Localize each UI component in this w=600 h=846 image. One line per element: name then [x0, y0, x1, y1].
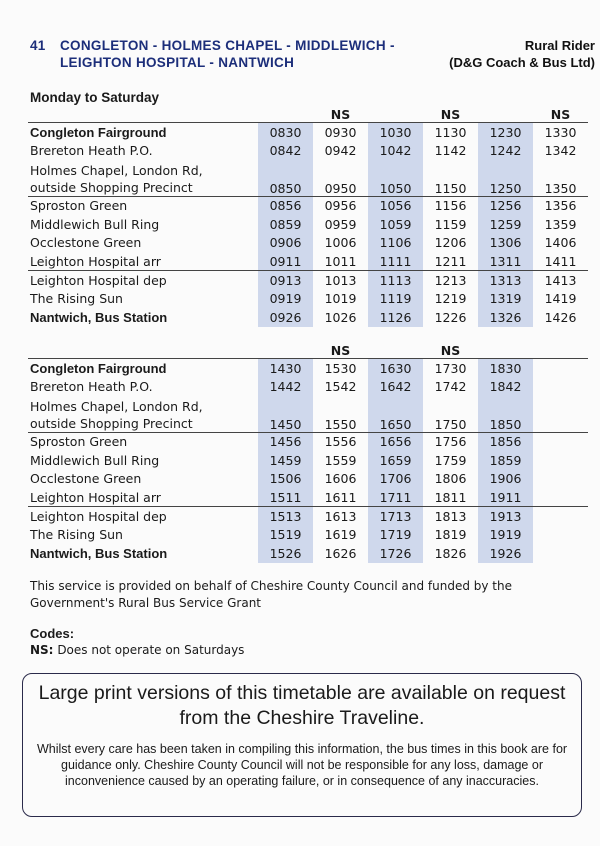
journey-code — [478, 106, 533, 123]
stop-name: Congleton Fairground — [28, 359, 258, 378]
departure-time: 1311 — [478, 252, 533, 271]
stop-name-line2: outside Shopping Precinct — [30, 179, 193, 195]
departure-time: 1259 — [478, 215, 533, 233]
journey-code — [368, 106, 423, 123]
departure-time: 0850 — [258, 160, 313, 197]
departure-time — [533, 359, 588, 378]
timetable-row — [28, 160, 588, 197]
departure-time: 1113 — [368, 271, 423, 290]
departure-time: 1413 — [533, 271, 588, 290]
departure-time: 1119 — [368, 290, 423, 308]
codes-row-spacer — [28, 106, 258, 123]
departure-time: 1926 — [478, 544, 533, 562]
departure-time: 1559 — [324, 452, 357, 468]
stop-name: Nantwich, Bus Station — [30, 309, 168, 325]
departure-time: 1111 — [368, 252, 423, 271]
stop-name: The Rising Sun — [30, 291, 123, 307]
stop-name: Leighton Hospital dep — [28, 507, 258, 526]
departure-time: 1806 — [434, 471, 467, 487]
stop-name — [28, 160, 258, 197]
departure-time: 1813 — [423, 507, 478, 526]
stop-name: Occlestone Green — [30, 471, 142, 487]
departure-time: 1519 — [258, 526, 313, 544]
departure-time: 1613 — [313, 507, 368, 526]
code-ns-row — [30, 642, 244, 658]
journey-code: NS — [550, 106, 571, 122]
departure-time: 0906 — [258, 234, 313, 252]
departure-time — [533, 470, 588, 488]
journey-code: NS — [330, 106, 351, 122]
departure-time: 1842 — [478, 377, 533, 395]
departure-time — [533, 377, 588, 395]
timetable-morning — [28, 106, 588, 327]
stop-name: Middlewich Bull Ring — [30, 216, 160, 232]
departure-time: 1011 — [324, 253, 357, 269]
departure-time: 1430 — [258, 359, 313, 378]
departure-time: 1226 — [434, 309, 467, 325]
departure-time: 1356 — [533, 196, 588, 215]
departure-time: 1811 — [434, 489, 467, 505]
journey-code: NS — [440, 106, 461, 122]
timetable-header — [30, 37, 595, 71]
stop-name: Occlestone Green — [30, 235, 142, 251]
codes-heading: Codes: — [30, 626, 75, 641]
departure-time: 1442 — [258, 377, 313, 395]
timetable-row — [28, 396, 588, 433]
journey-code — [258, 342, 313, 359]
departure-time: 1426 — [544, 309, 577, 325]
timetable-row — [28, 271, 588, 290]
departure-time: 1650 — [368, 396, 423, 433]
departure-time: 1156 — [423, 196, 478, 215]
stop-name: Leighton Hospital dep — [28, 271, 258, 290]
departure-time: 1213 — [423, 271, 478, 290]
departure-time: 1013 — [313, 271, 368, 290]
departure-time: 1856 — [478, 432, 533, 451]
funding-note: This service is provided on behalf of Cheshire County Council and funded by the Government's Rural Bus Service Grant — [30, 579, 512, 610]
departure-time: 1419 — [544, 291, 577, 307]
timetable-row — [28, 432, 588, 451]
departure-time: 1706 — [368, 470, 423, 488]
stop-name: Leighton Hospital arr — [30, 253, 161, 269]
departure-time: 1850 — [478, 396, 533, 433]
departure-time: 1656 — [368, 432, 423, 451]
departure-time: 0959 — [324, 216, 357, 232]
departure-time — [533, 488, 588, 507]
departure-time: 1130 — [423, 123, 478, 142]
departure-time: 1313 — [478, 271, 533, 290]
departure-time: 1411 — [544, 253, 577, 269]
journey-code — [478, 342, 533, 359]
departure-time: 1919 — [478, 526, 533, 544]
departure-time: 1456 — [258, 432, 313, 451]
journey-code — [258, 106, 313, 123]
departure-time: 1126 — [368, 308, 423, 326]
departure-time: 0956 — [313, 196, 368, 215]
departure-time: 0913 — [258, 271, 313, 290]
departure-time: 1056 — [368, 196, 423, 215]
departure-time: 1756 — [423, 432, 478, 451]
route-number: 41 — [30, 38, 46, 53]
departure-time: 0926 — [258, 308, 313, 326]
departure-time: 1759 — [434, 452, 467, 468]
departure-time: 1406 — [544, 235, 577, 251]
departure-time: 0856 — [258, 196, 313, 215]
stop-name: Middlewich Bull Ring — [30, 452, 160, 468]
stop-name: Sproston Green — [28, 432, 258, 451]
departure-time: 1730 — [423, 359, 478, 378]
departure-time — [533, 526, 588, 544]
departure-time: 1711 — [368, 488, 423, 507]
timetable-row — [28, 215, 588, 233]
stop-name: Nantwich, Bus Station — [30, 545, 168, 561]
departure-time: 1726 — [368, 544, 423, 562]
departure-time: 1619 — [324, 527, 357, 543]
departure-time — [533, 544, 588, 562]
departure-time: 1513 — [258, 507, 313, 526]
timetable-afternoon — [28, 342, 588, 563]
departure-time: 1630 — [368, 359, 423, 378]
departure-time: 1506 — [258, 470, 313, 488]
departure-time: 1819 — [434, 527, 467, 543]
departure-time: 1359 — [544, 216, 577, 232]
stop-name — [28, 396, 258, 433]
departure-time: 1306 — [478, 234, 533, 252]
journey-code: NS — [440, 342, 461, 358]
stop-name-line1: Holmes Chapel, London Rd, — [30, 162, 203, 178]
departure-time: 0919 — [258, 290, 313, 308]
departure-time: 0950 — [324, 180, 357, 196]
codes-row — [28, 342, 588, 359]
operator-name — [449, 37, 595, 71]
departure-time: 1719 — [368, 526, 423, 544]
departure-time: 1556 — [313, 432, 368, 451]
journey-code: NS — [330, 342, 351, 358]
departure-time: 1211 — [434, 253, 467, 269]
departure-time: 1050 — [368, 160, 423, 197]
operator-brand: Rural Rider — [524, 38, 595, 53]
code-ns-key: NS: — [30, 643, 54, 657]
departure-time: 0930 — [313, 123, 368, 142]
departure-time: 1326 — [478, 308, 533, 326]
departure-time: 1319 — [478, 290, 533, 308]
departure-time: 1059 — [368, 215, 423, 233]
departure-time: 1450 — [258, 396, 313, 433]
departure-time: 1526 — [258, 544, 313, 562]
timetable-row — [28, 141, 588, 159]
codes-row — [28, 106, 588, 123]
timetable-row — [28, 359, 588, 378]
route-title-text: CONGLETON - HOLMES CHAPEL - MIDDLEWICH - — [60, 38, 395, 53]
departure-time: 1742 — [434, 379, 467, 395]
departure-time: 0911 — [258, 252, 313, 271]
departure-time: 1913 — [478, 507, 533, 526]
departure-time — [533, 396, 588, 433]
timetable-row — [28, 290, 588, 308]
departure-time: 1230 — [478, 123, 533, 142]
departure-time: 1511 — [258, 488, 313, 507]
departure-time: 1206 — [434, 235, 467, 251]
departure-time — [533, 507, 588, 526]
codes-legend — [30, 626, 244, 658]
timetable-row — [28, 526, 588, 544]
code-ns-text: Does not operate on Saturdays — [57, 643, 245, 657]
departure-time: 1350 — [544, 180, 577, 196]
journey-code — [533, 342, 588, 359]
stop-name: Congleton Fairground — [28, 123, 258, 142]
departure-time: 1330 — [533, 123, 588, 142]
timetable-row — [28, 451, 588, 469]
departure-time: 1550 — [324, 416, 357, 432]
disclaimer: Whilst every care has been taken in compiling this information, the bus times in this book are for guidance only. Cheshire County Council will not be responsible for any loss, damage or inconvenience caused by an operating failure, or in consequence of any inaccuracies. — [36, 742, 568, 788]
departure-time: 1530 — [313, 359, 368, 378]
route-title-line2: LEIGHTON HOSPITAL - NANTWICH — [60, 55, 295, 70]
departure-time: 1642 — [368, 377, 423, 395]
timetable-row — [28, 377, 588, 395]
departure-time: 1042 — [368, 141, 423, 159]
departure-time: 1142 — [434, 143, 467, 159]
timetable-row — [28, 507, 588, 526]
stop-name: Leighton Hospital arr — [30, 489, 161, 505]
large-print-notice: Large print versions of this timetable are available on request from the Cheshire Traveline. — [38, 682, 566, 729]
departure-time: 1606 — [324, 471, 357, 487]
departure-time: 1150 — [434, 180, 467, 196]
departure-time: 1859 — [478, 451, 533, 469]
departure-time — [533, 432, 588, 451]
departure-time: 1830 — [478, 359, 533, 378]
departure-time: 1006 — [324, 235, 357, 251]
departure-time: 1106 — [368, 234, 423, 252]
timetable-row — [28, 544, 588, 562]
stop-name: The Rising Sun — [30, 527, 123, 543]
timetable-row — [28, 470, 588, 488]
departure-time: 1342 — [544, 143, 577, 159]
departure-time: 1030 — [368, 123, 423, 142]
timetable-row — [28, 308, 588, 326]
departure-time: 0942 — [324, 143, 357, 159]
operator-company: (D&G Coach & Bus Ltd) — [449, 55, 595, 70]
departure-time: 1250 — [478, 160, 533, 197]
departure-time: 1219 — [434, 291, 467, 307]
notice-box — [22, 673, 582, 817]
timetable-row — [28, 123, 588, 142]
days-of-operation: Monday to Saturday — [30, 90, 160, 105]
departure-time: 0842 — [258, 141, 313, 159]
codes-row-spacer — [28, 342, 258, 359]
timetable-row — [28, 488, 588, 507]
departure-time: 1713 — [368, 507, 423, 526]
departure-time: 0830 — [258, 123, 313, 142]
departure-time: 1659 — [368, 451, 423, 469]
departure-time: 0859 — [258, 215, 313, 233]
stop-name: Brereton Heath P.O. — [30, 143, 153, 159]
departure-time: 1256 — [478, 196, 533, 215]
departure-time: 1542 — [324, 379, 357, 395]
departure-time: 1242 — [478, 141, 533, 159]
departure-time: 1611 — [324, 489, 357, 505]
timetable-row — [28, 252, 588, 271]
timetable-row — [28, 234, 588, 252]
stop-name-line1: Holmes Chapel, London Rd, — [30, 398, 203, 414]
departure-time: 1026 — [324, 309, 357, 325]
timetable-row — [28, 196, 588, 215]
journey-code — [368, 342, 423, 359]
departure-time: 1750 — [434, 416, 467, 432]
departure-time: 1826 — [434, 545, 467, 561]
stop-name-line2: outside Shopping Precinct — [30, 415, 193, 431]
departure-time: 1159 — [434, 216, 467, 232]
stop-name: Brereton Heath P.O. — [30, 379, 153, 395]
departure-time: 1019 — [324, 291, 357, 307]
departure-time: 1906 — [478, 470, 533, 488]
stop-name: Sproston Green — [28, 196, 258, 215]
departure-time: 1911 — [478, 488, 533, 507]
departure-time: 1459 — [258, 451, 313, 469]
departure-time: 1626 — [324, 545, 357, 561]
departure-time — [533, 451, 588, 469]
